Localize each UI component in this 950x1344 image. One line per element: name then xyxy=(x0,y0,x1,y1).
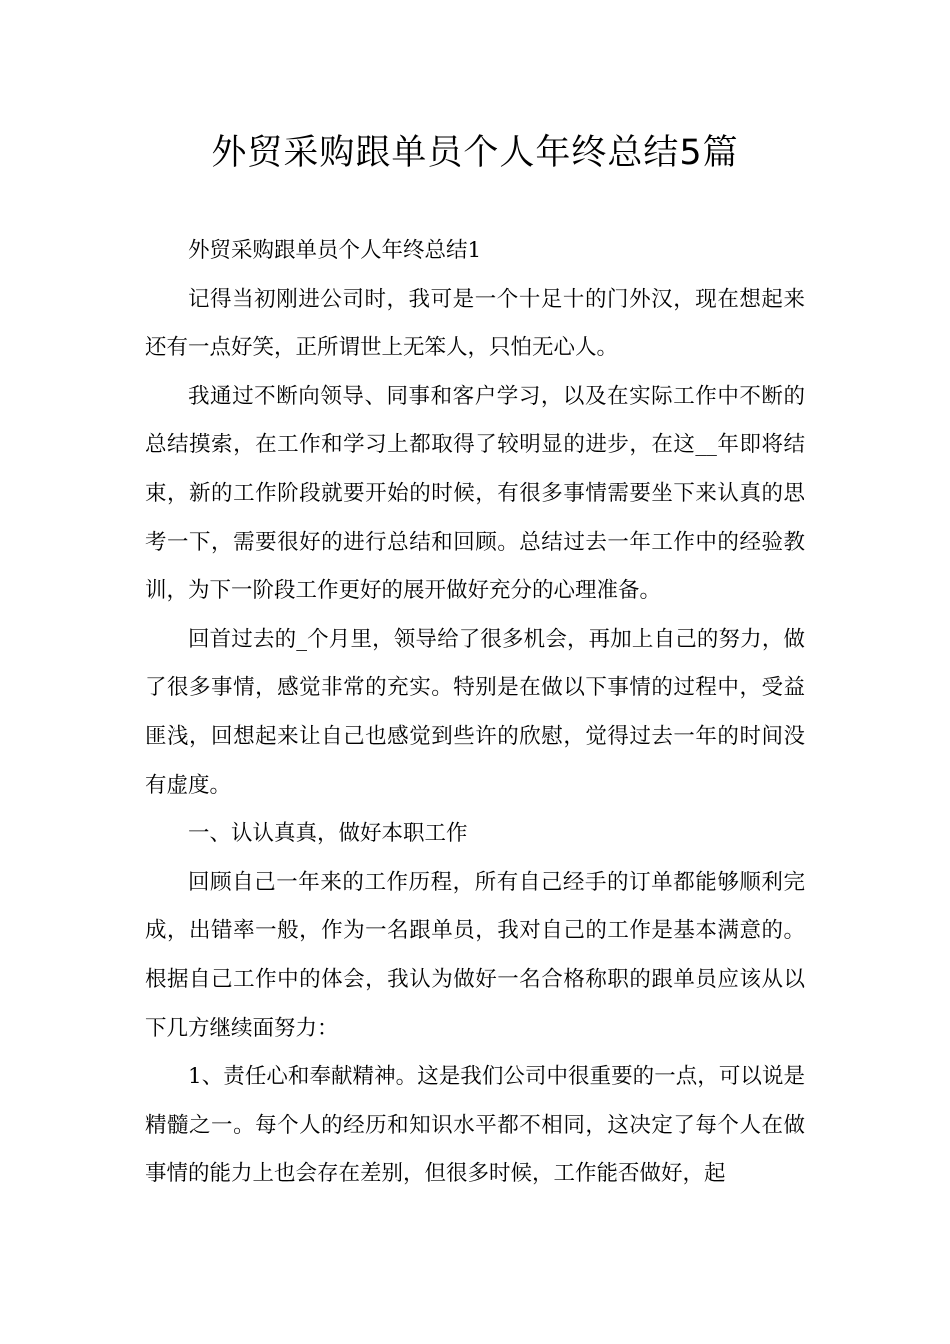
section-heading: 外贸采购跟单员个人年终总结1 xyxy=(188,238,482,263)
paragraph: 1、责任心和奉献精神。这是我们公司中很重要的一点，可以说是精髓之一。每个人的经历和知识水平都不相同，这决定了每个人在做事情的能力上也会存在差别，但很多时候，工作能否做好，起 xyxy=(145,1064,805,1187)
paragraph: 记得当初刚进公司时，我可是一个十足十的门外汉，现在想起来还有一点好笑，正所谓世上无笨人，只怕无心人。 xyxy=(145,286,805,361)
paragraph: 回首过去的_个月里，领导给了很多机会，再加上自己的努力，做了很多事情，感觉非常的充实。特别是在做以下事情的过程中，受益匪浅，回想起来让自己也感觉到些许的欣慰，觉得过去一年的时间没有虚度。 xyxy=(145,626,805,798)
paragraph: 回顾自己一年来的工作历程，所有自己经手的订单都能够顺利完成，出错率一般，作为一名跟单员，我对自己的工作是基本满意的。根据自己工作中的体会，我认为做好一名合格称职的跟单员应该从以下几方继续面努力： xyxy=(145,869,805,1041)
paragraph: 我通过不断向领导、同事和客户学习，以及在实际工作中不断的总结摸索，在工作和学习上都取得了较明显的进步，在这__年即将结束，新的工作阶段就要开始的时候，有很多事情需要坐下来认真的思考一下，需要很好的进行总结和回顾。总结过去一年工作中的经验教训，为下一阶段工作更好的展开做好充分的心理准备。 xyxy=(145,383,805,604)
subsection-heading: 一、认认真真，做好本职工作 xyxy=(188,821,468,847)
document-body xyxy=(145,227,805,1199)
document-title: 外贸采购跟单员个人年终总结5篇 xyxy=(211,133,739,173)
